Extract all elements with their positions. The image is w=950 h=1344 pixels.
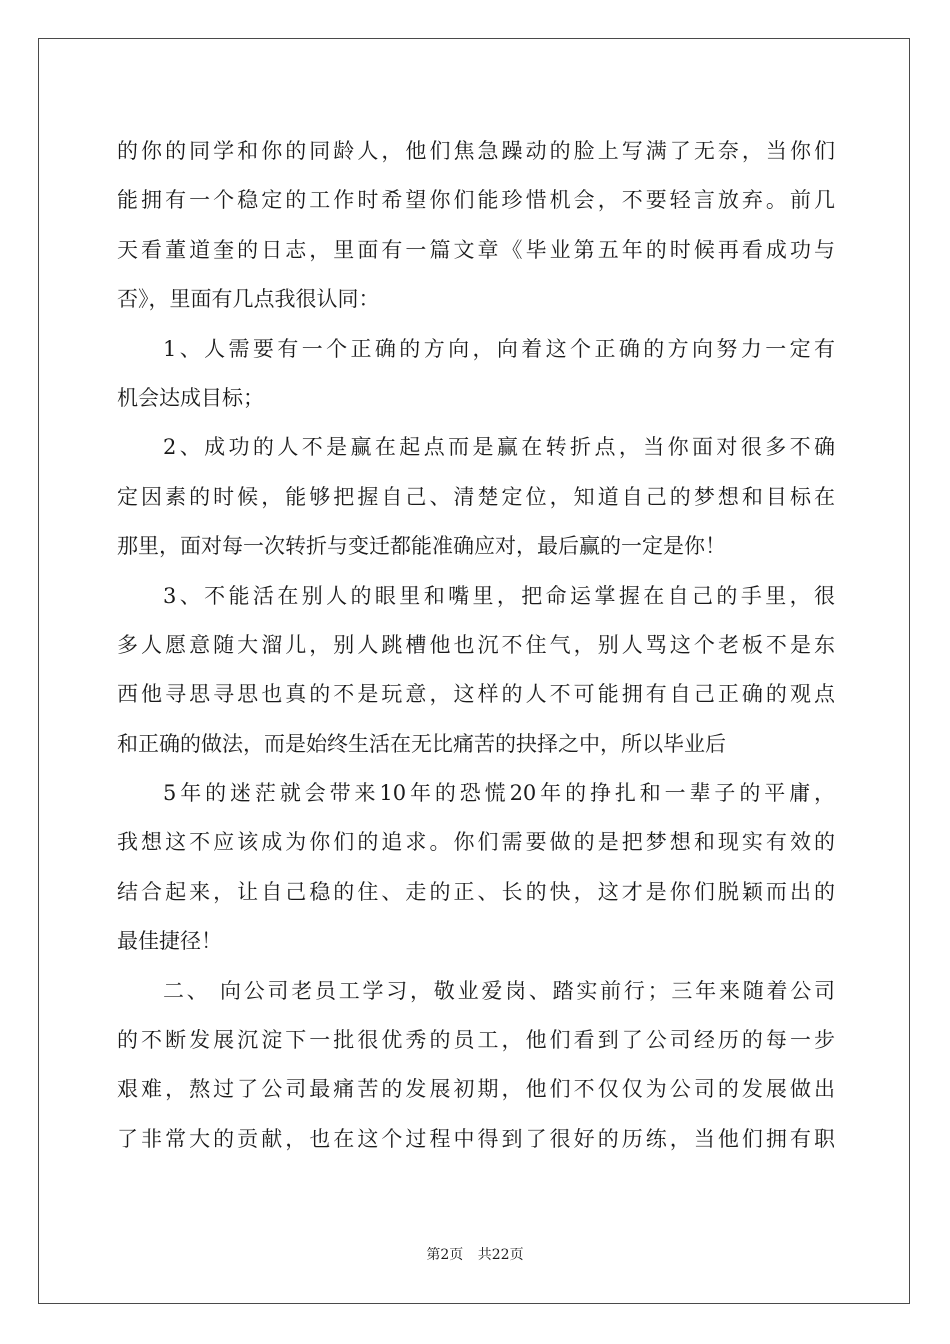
text-line: 的不断发展沉淀下一批很优秀的员工，他们看到了公司经历的每一步 [117,1028,835,1053]
text-line: 那里，面对每一次转折与变迁都能准确应对，最后赢的一定是你！ [117,534,726,559]
page-footer [0,1244,950,1264]
text-line: 结合起来，让自己稳的住、走的正、长的快，这才是你们脱颖而出的 [117,879,835,904]
text-line: 2、成功的人不是赢在起点而是赢在转折点，当你面对很多不确 [163,435,835,460]
text-line: 定因素的时候，能够把握自己、清楚定位，知道自己的梦想和目标在 [117,484,835,509]
page-total: 共22页 [477,1247,524,1263]
text-line: 1、人需要有一个正确的方向，向着这个正确的方向努力一定有 [163,336,835,361]
paragraph [117,572,835,770]
text-line: 否》，里面有几点我很认同： [117,287,380,312]
text-line: 二、 向公司老员工学习，敬业爱岗、踏实前行；三年来随着公司 [163,978,835,1003]
paragraph [117,423,835,571]
text-line: 了非常大的贡献，也在这个过程中得到了很好的历练，当他们拥有职 [117,1126,835,1151]
text-line: 天看董道奎的日志，里面有一篇文章《毕业第五年的时候再看成功与 [117,237,835,262]
text-line: 能拥有一个稳定的工作时希望你们能珍惜机会，不要轻言放弃。前几 [117,188,835,213]
paragraph [117,127,835,325]
text-line: 艰难，熬过了公司最痛苦的发展初期，他们不仅仅为公司的发展做出 [117,1077,835,1102]
document-body [117,127,835,1164]
text-line: 3、不能活在别人的眼里和嘴里，把命运掌握在自己的手里，很 [163,583,835,608]
text-line: 机会达成目标； [117,385,264,410]
text-line: 和正确的做法，而是始终生活在无比痛苦的抉择之中，所以毕业后 [117,731,726,756]
text-line: 西他寻思寻思也真的不是玩意，这样的人不可能拥有自己正确的观点 [117,682,835,707]
text-line: 多人愿意随大溜儿，别人跳槽他也沉不住气，别人骂这个老板不是东 [117,632,835,657]
text-line: 最佳捷径！ [117,929,222,954]
page-number: 第2页 [426,1247,464,1263]
text-line: 我想这不应该成为你们的追求。你们需要做的是把梦想和现实有效的 [117,830,835,855]
paragraph [117,769,835,967]
text-line: 5年的迷茫就会带来10年的恐慌20年的挣扎和一辈子的平庸， [163,781,835,806]
text-line: 的你的同学和你的同龄人，他们焦急躁动的脸上写满了无奈，当你们 [117,139,835,163]
paragraph [117,325,835,424]
paragraph [117,967,835,1165]
